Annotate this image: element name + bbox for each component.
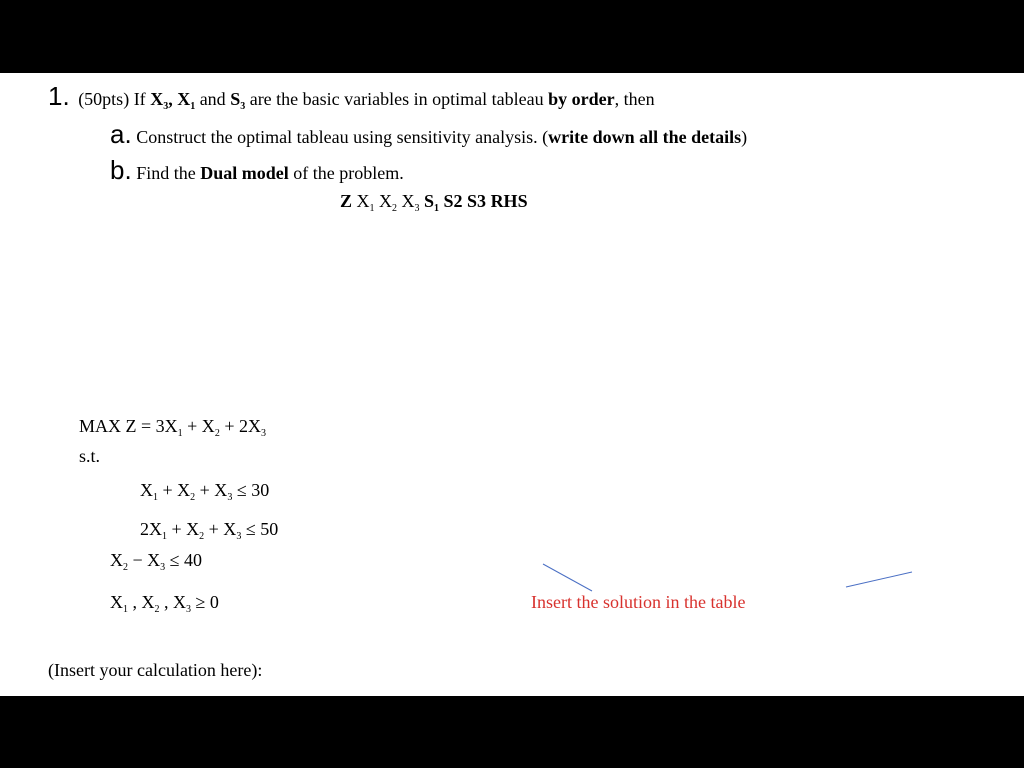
question-line bbox=[48, 83, 655, 111]
by-order-text: by order bbox=[548, 89, 615, 109]
and-word: and bbox=[199, 89, 226, 109]
bottom-letterbox-bar bbox=[0, 696, 1024, 768]
constraint-3: $X_2 - X_3 \le 40$ bbox=[110, 550, 203, 573]
question-points: (50pts) bbox=[78, 89, 130, 109]
part-b-letter: b. bbox=[110, 155, 132, 185]
header-s1: $S_1$ bbox=[424, 191, 440, 214]
question-number: 1. bbox=[48, 81, 70, 111]
part-a-close: ) bbox=[741, 127, 748, 147]
objective-function: MAX $Z = 3X_1 + X_2 + 2X_3$ bbox=[79, 416, 266, 439]
header-x2: $X_2$ bbox=[379, 191, 398, 214]
part-b-text-pre: Find the bbox=[136, 163, 196, 183]
part-b-text-post: of the problem. bbox=[293, 163, 404, 183]
document-page bbox=[0, 73, 1024, 696]
question-text: are the basic variables in optimal tableau bbox=[249, 89, 544, 109]
var-x3: $X_3$ bbox=[150, 89, 169, 112]
header-x3: $X_3$ bbox=[401, 191, 420, 214]
part-b-bold: Dual model bbox=[200, 163, 289, 183]
header-rhs: RHS bbox=[490, 191, 528, 211]
header-x1: $X_1$ bbox=[356, 191, 375, 214]
part-b bbox=[110, 157, 404, 183]
constraint-1: $X_1 + X_2 + X_3 \le 30$ bbox=[140, 480, 270, 503]
part-a-letter: a. bbox=[110, 119, 132, 149]
header-s3: S3 bbox=[467, 191, 487, 211]
subject-to-label: s.t. bbox=[79, 446, 101, 466]
top-letterbox-bar bbox=[0, 0, 1024, 73]
insert-solution-instruction: Insert the solution in the table bbox=[531, 592, 746, 612]
header-s2: S2 bbox=[443, 191, 463, 211]
constraint-2: $2X_1 + X_2 + X_3 \le 50$ bbox=[140, 519, 279, 542]
part-a bbox=[110, 121, 747, 147]
var-x1: $X_1$ bbox=[177, 89, 196, 112]
non-negativity: $X_1$ , $X_2$ , $X_3 \ge 0$ bbox=[110, 592, 219, 615]
if-word: If bbox=[133, 89, 146, 109]
pen-stroke-right bbox=[842, 569, 916, 591]
part-a-text: Construct the optimal tableau using sensitivity analysis. ( bbox=[136, 127, 549, 147]
part-a-bold: write down all the details bbox=[548, 127, 742, 147]
table-header bbox=[340, 191, 528, 214]
comma: , bbox=[168, 89, 173, 109]
pen-stroke-left bbox=[540, 561, 600, 595]
var-s3: $S_3$ bbox=[230, 89, 246, 112]
then-text: , then bbox=[614, 89, 655, 109]
calculation-label: (Insert your calculation here): bbox=[48, 660, 263, 680]
header-z: Z bbox=[340, 191, 353, 211]
